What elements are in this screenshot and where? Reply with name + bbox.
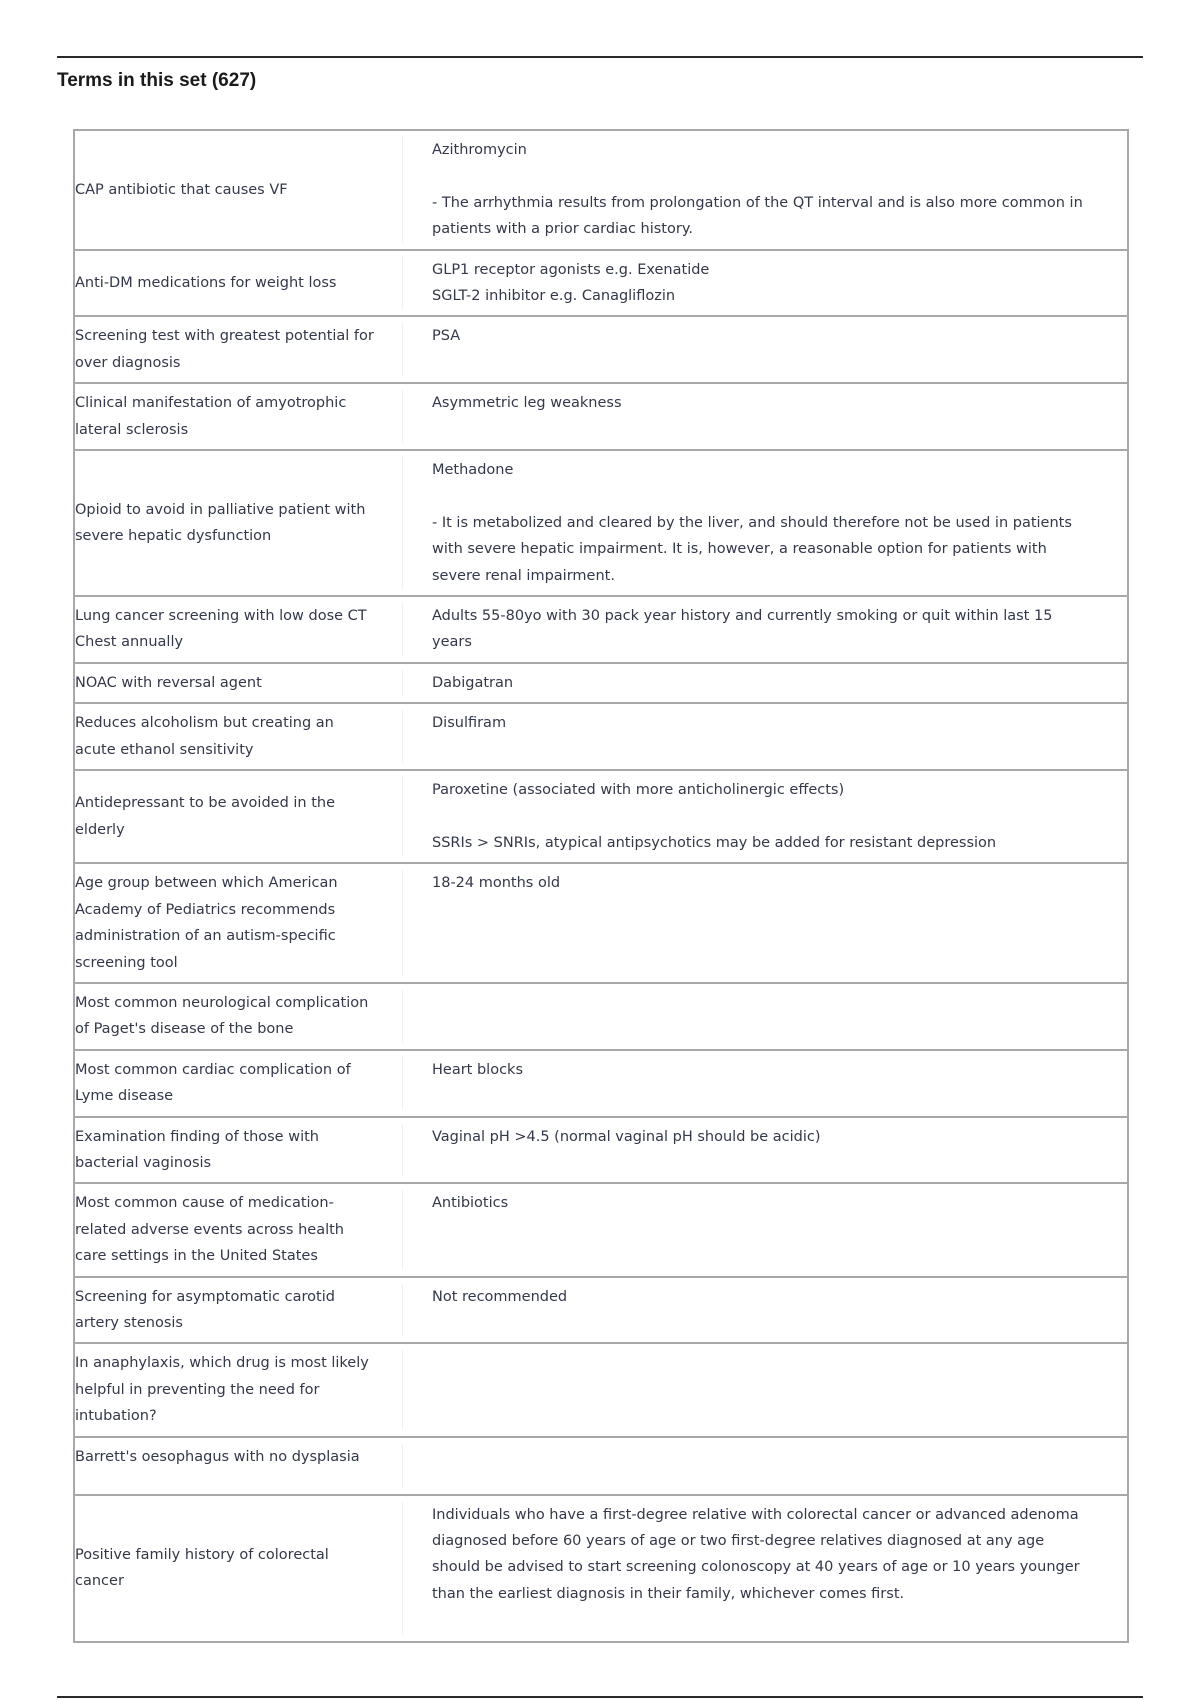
term-text: Most common cause of medication-related adverse events across health care settings in the United States [75,1195,344,1265]
definition-text [403,131,1127,249]
term-text: Reduces alcoholism but creating an acute ethanol sensitivity [75,715,334,758]
definition-line: Vaginal pH >4.5 (normal vaginal pH should be acidic) [432,1128,821,1145]
definition-spacer [432,804,1087,830]
terms-table [73,129,1129,1643]
term-text: Most common neurological complication of Paget's disease of the bone [75,994,369,1038]
term-row [75,451,1127,597]
definition-line: Dabigatran [432,674,514,691]
definition-line: GLP1 receptor agonists e.g. Exenatide [432,261,710,278]
definition-text [403,1344,1127,1435]
term-row [75,864,1127,984]
term-row [75,771,1127,864]
term-row [75,984,1127,1051]
term-row [75,1278,1127,1345]
definition-line: Antibiotics [432,1195,509,1212]
term-row [75,1051,1127,1118]
definition-text [403,984,1127,1049]
definition-line: Adults 55-80yo with 30 pack year history and currently smoking or quit within last 15 years [432,608,1053,651]
term-row [75,1496,1127,1641]
definition-line: Methadone [432,462,514,479]
term-row [75,664,1127,704]
definition-text [403,1051,1127,1116]
definition-text [403,451,1127,595]
set-title: Terms in this set (627) [57,70,257,91]
term-text: Clinical manifestation of amyotrophic lateral sclerosis [75,395,347,438]
definition-spacer [432,483,1087,509]
term-row [75,597,1127,664]
term-text: Antidepressant to be avoided in the elderly [75,795,336,838]
definition-line: Azithromycin [432,142,527,158]
term-text: Lung cancer screening with low dose CT Chest annually [75,608,367,651]
definition-spacer [432,163,1087,189]
term-text: NOAC with reversal agent [75,674,262,691]
definition-line: Disulfiram [432,715,507,732]
term-text: Age group between which American Academy of Pediatrics recommends administration of an autism-specific screening tool [75,875,338,971]
term-row [75,251,1127,318]
term-row [75,1438,1127,1496]
term-row [75,384,1127,451]
term-row [75,317,1127,384]
term-row [75,1344,1127,1437]
definition-text [403,1496,1127,1641]
term-text: Most common cardiac complication of Lyme disease [75,1061,351,1105]
definition-line: Heart blocks [432,1061,523,1078]
definition-text [403,251,1127,316]
definition-line: Not recommended [432,1288,568,1305]
definition-text [403,597,1127,662]
term-row [75,1118,1127,1185]
definition-line: Individuals who have a first-degree relative with colorectal cancer or advanced adenoma diagnosed before 60 years of age or two first-degree relatives diagnosed at any age should be advised to start screening colonoscopy at 40 years of age or 10 years younger than the earliest diagnosis in their family, whichever comes first. [432,1506,1080,1602]
term-text: CAP antibiotic that causes VF [75,181,288,198]
definition-line: PSA [432,328,461,345]
term-text: Barrett's oesophagus with no dysplasia [75,1448,360,1465]
term-text: Screening test with greatest potential for over diagnosis [75,328,374,371]
definition-line: SGLT-2 inhibitor e.g. Canagliflozin [432,288,676,305]
definition-text [403,771,1127,862]
definition-text [403,1278,1127,1343]
definition-text [403,864,1127,982]
term-text: Positive family history of colorectal cancer [75,1546,329,1590]
definition-text [403,317,1127,382]
term-text: Anti-DM medications for weight loss [75,274,337,291]
definition-line: - The arrhythmia results from prolongation of the QT interval and is also more common in patients with a prior cardiac history. [432,194,1083,238]
term-row [75,131,1127,251]
definition-text [403,1438,1127,1494]
definition-text [403,1184,1127,1275]
definition-line: 18-24 months old [432,875,561,892]
term-text: Screening for asymptomatic carotid artery stenosis [75,1288,335,1331]
definition-line: SSRIs > SNRIs, atypical antipsychotics may be added for resistant depression [432,834,997,851]
definition-text [403,664,1127,702]
definition-text [403,704,1127,769]
definition-text [403,384,1127,449]
term-text: Opioid to avoid in palliative patient with severe hepatic dysfunction [75,501,366,545]
term-text: In anaphylaxis, which drug is most likely helpful in preventing the need for intubation? [75,1355,369,1425]
top-divider [57,56,1143,58]
term-text: Examination finding of those with bacterial vaginosis [75,1128,319,1171]
definition-line: Asymmetric leg weakness [432,395,622,412]
definition-line: - It is metabolized and cleared by the liver, and should therefore not be used in patients with severe hepatic impairment. It is, however, a reasonable option for patients with severe renal impairment. [432,514,1072,584]
definition-text [403,1118,1127,1183]
term-row [75,704,1127,771]
term-row [75,1184,1127,1277]
definition-line: Paroxetine (associated with more anticholinergic effects) [432,782,845,799]
bottom-divider [57,1696,1143,1698]
